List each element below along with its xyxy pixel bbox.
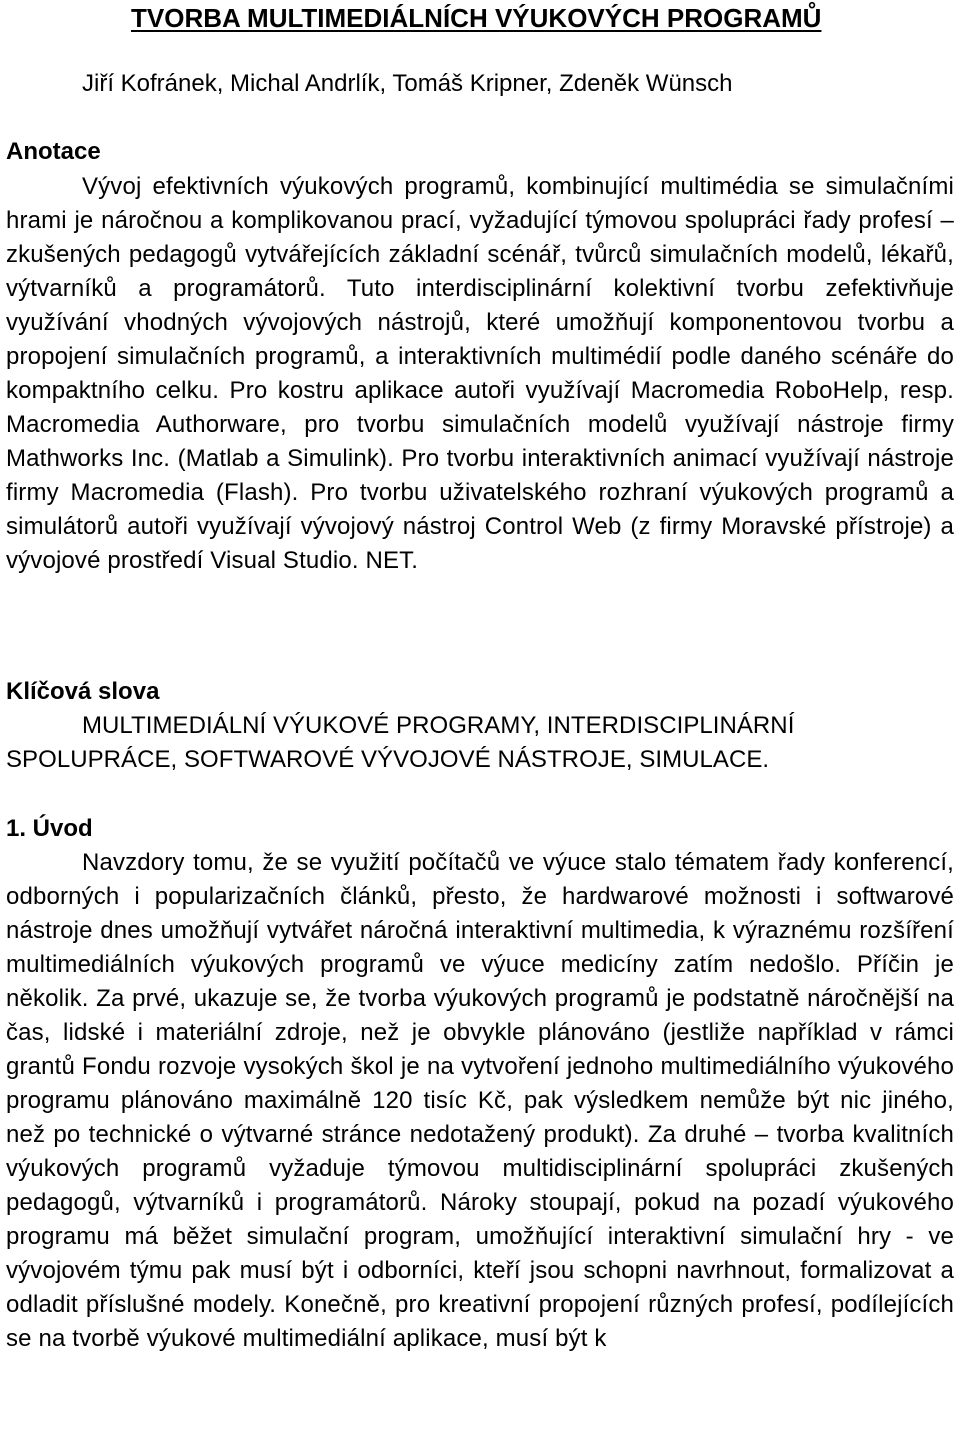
abstract-text: Vývoj efektivních výukových programů, kombinující multimédia se simulačními hrami je náročnou a komplikovanou prací, vyžadující týmovou spolupráci řady profesí – zkušených pedagogů vytvářejících základní scénář, tvůrců simulačních modelů, lékařů, výtvarníků a programátorů. Tuto interdisciplinární kolektivní tvorbu zefektivňuje využívání vhodných vývojových nástrojů, které umožňují komponentovou tvorbu a propojení simulačních programů, a interaktivních multimédií podle daného scénáře do kompaktního celku. Pro kostru aplikace autoři využívají Macromedia RoboHelp, resp. Macromedia Authorware, pro tvorbu simulačních modelů využívají nástroje firmy Mathworks Inc. (Matlab a Simulink). Pro tvorbu interaktivních animací využívají nástroje firmy Macromedia (Flash). Pro tvorbu uživatelského rozhraní výukových programů a simulátorů autoři využívají vývojový nástroj Control Web (z firmy Moravské přístroje) a vývojové prostředí Visual Studio. NET. [6,173,954,574]
introduction-text: Navzdory tomu, že se využití počítačů ve výuce stalo tématem řady konferencí, odborných i popularizačních článků, přesto, že hardwarové možnosti i softwarové nástroje dnes umožňují vytvářet náročná interaktivní multimedia, k výraznému rozšíření multimediálních výukových programů ve výuce medicíny zatím nedošlo. Příčin je několik. Za prvé, ukazuje se, že tvorba výukových programů je podstatně náročnější na čas, lidské i materiální zdroje, než je obvykle plánováno (jestliže například v rámci grantů Fondu rozvoje vysokých škol je na vytvoření jednoho multimediálního výukového programu plánováno maximálně 120 tisíc Kč, pak výsledkem nemůže být nic jiného, než po technické o výtvarné stránce nedotažený produkt). Za druhé – tvorba kvalitních výukových programů vyžaduje týmovou multidisciplinární spolupráci zkušených pedagogů, výtvarníků i programátorů. Nároky stoupají, pokud na pozadí výukového programu má běžet simulační program, umožňující interaktivní simulační hry - ve vývojovém týmu pak musí být i odborníci, kteří jsou schopni navrhnout, formalizovat a odladit příslušné modely. Konečně, pro kreativní propojení různých profesí, podílejících se na tvorbě výukové multimediální aplikace, musí být k [6,849,954,1352]
keywords-text: MULTIMEDIÁLNÍ VÝUKOVÉ PROGRAMY, INTERDISCIPLINÁRNÍ SPOLUPRÁCE, SOFTWAROVÉ VÝVOJOVÉ NÁSTROJE, SIMULACE. [6,712,795,773]
section-heading-introduction: 1. Úvod [6,815,93,842]
document-title: TVORBA MULTIMEDIÁLNÍCH VÝUKOVÝCH PROGRAMŮ [131,3,822,33]
keywords-heading: Klíčová slova [6,678,160,705]
author-list: Jiří Kofránek, Michal Andrlík, Tomáš Kripner, Zdeněk Wünsch [82,70,733,97]
abstract-heading: Anotace [6,138,101,165]
